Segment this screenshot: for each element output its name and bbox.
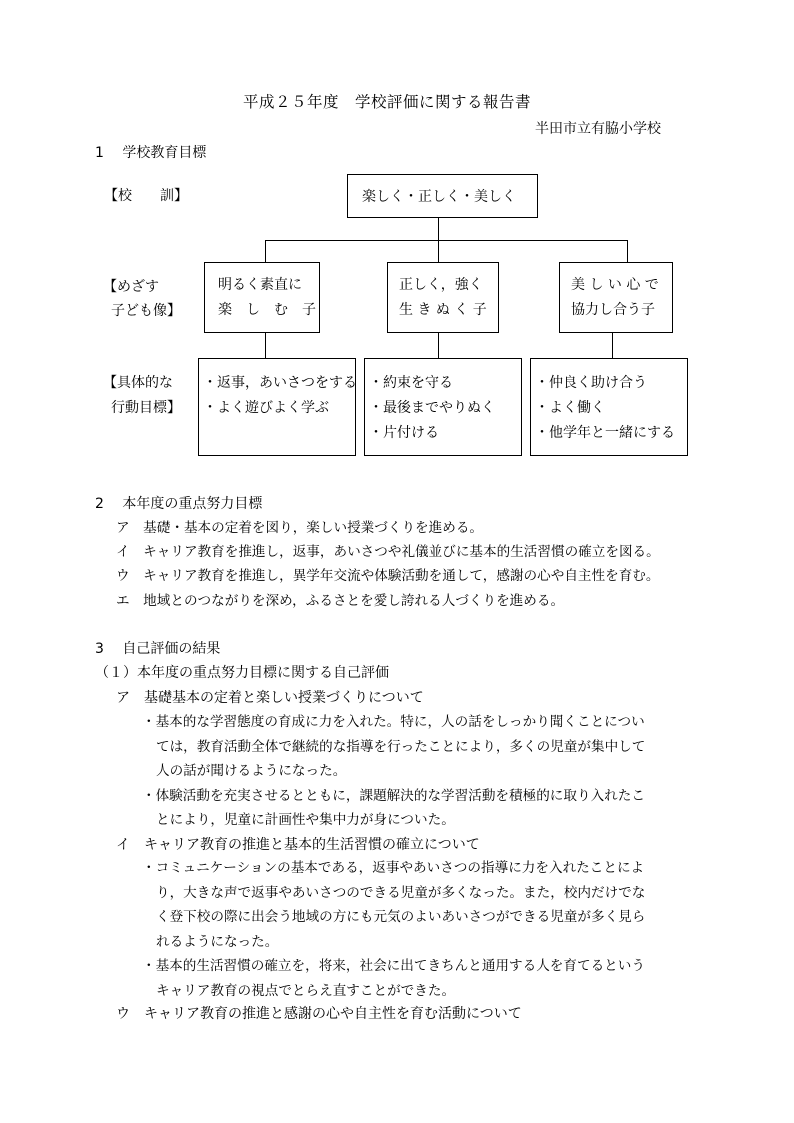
connector-line — [612, 333, 613, 358]
item-b-title: イ キャリア教育の推進と基本的生活習慣の確立について — [116, 837, 480, 853]
action-line: ・他学年と一緒にする — [535, 425, 675, 441]
connector-line — [438, 333, 439, 358]
section1-heading: 1 学校教育目標 — [95, 145, 207, 161]
connector-line — [265, 240, 627, 241]
action-label: 行動目標】 — [111, 400, 181, 416]
ideal-line: 生 き ぬ く 子 — [399, 302, 487, 318]
action-line: ・よく遊びよく学ぶ — [203, 400, 329, 416]
section2-heading: 2 本年度の重点努力目標 — [95, 496, 263, 512]
connector-line — [265, 333, 266, 358]
paragraph-line: キャリア教育の視点でとらえ直すことができた。 — [156, 983, 456, 999]
motto-box — [347, 174, 538, 218]
ideal-line: 正しく，強く — [399, 277, 483, 293]
ideal-line: 美 し い 心 で — [571, 277, 659, 293]
ideal-line: 楽 し む 子 — [218, 302, 316, 318]
ideal-box — [559, 262, 673, 333]
ideal-line: 明るく素直に — [218, 277, 302, 293]
connector-line — [438, 240, 439, 262]
action-line: ・片付ける — [369, 425, 439, 441]
section3-subheading: （１）本年度の重点努力目標に関する自己評価 — [95, 665, 389, 681]
motto-label: 【校 訓】 — [104, 188, 188, 204]
item-c-title: ウ キャリア教育の推進と感謝の心や自主性を育む活動について — [116, 1006, 522, 1022]
connector-line — [627, 240, 628, 262]
action-box — [530, 358, 688, 456]
ideal-label: 【めざす — [103, 279, 159, 295]
action-line: ・仲良く助け合う — [535, 375, 647, 391]
action-line: ・返事，あいさつをする — [203, 375, 357, 391]
paragraph-line: ・基本的な学習態度の育成に力を入れた。特に，人の話をしっかり聞くことについ — [142, 714, 645, 730]
page-title: 平成２５年度 学校評価に関する報告書 — [243, 93, 532, 111]
goal-item: ウ キャリア教育を推進し，異学年交流や体験活動を通して，感謝の心や自主性を育む。 — [116, 568, 660, 584]
ideal-line: 協力し合う子 — [571, 302, 655, 318]
paragraph-line: 人の話が聞けるようになった。 — [156, 763, 347, 779]
paragraph-line: れるようになった。 — [156, 934, 279, 950]
item-a-title: ア 基礎基本の定着と楽しい授業づくりについて — [116, 690, 424, 706]
paragraph-line: ・体験活動を充実させるとともに，課題解決的な学習活動を積極的に取り入れたこ — [142, 788, 645, 804]
action-line: ・約束を守る — [369, 375, 453, 391]
action-box — [198, 358, 356, 456]
paragraph-line: とにより，児童に計画性や集中力が身についた。 — [156, 812, 455, 828]
connector-line — [265, 240, 266, 262]
ideal-box — [387, 262, 499, 333]
school-name: 半田市立有脇小学校 — [535, 121, 661, 137]
motto-text: 楽しく・正しく・美しく — [362, 189, 516, 205]
goal-item: イ キャリア教育を推進し，返事，あいさつや礼儀並びに基本的生活習慣の確立を図る。 — [116, 544, 660, 560]
paragraph-line: ては，教育活動全体で継続的な指導を行ったことにより，多くの児童が集中して — [156, 739, 646, 755]
paragraph-line: く登下校の際に出会う地域の方にも元気のよいあいさつができる児童が多く見ら — [156, 909, 646, 925]
action-box — [364, 358, 522, 456]
paragraph-line: ・基本的生活習慣の確立を，将来，社会に出てきちんと通用する人を育てるという — [142, 958, 645, 974]
ideal-label: 子ども像】 — [111, 303, 181, 319]
section3-heading: 3 自己評価の結果 — [95, 641, 221, 657]
ideal-box — [204, 262, 320, 333]
connector-line — [438, 218, 439, 240]
action-label: 【具体的な — [103, 375, 173, 391]
goal-item: ア 基礎・基本の定着を図り，楽しい授業づくりを進める。 — [116, 520, 484, 536]
action-line: ・最後までやりぬく — [369, 400, 495, 416]
action-line: ・よく働く — [535, 400, 605, 416]
paragraph-line: ・コミュニケーションの基本である，返事やあいさつの指導に力を入れたことによ — [142, 860, 645, 876]
goal-item: エ 地域とのつながりを深め，ふるさとを愛し誇れる人づくりを進める。 — [116, 593, 565, 609]
paragraph-line: り，大きな声で返事やあいさつのできる児童が多くなった。また，校内だけでな — [156, 885, 646, 901]
